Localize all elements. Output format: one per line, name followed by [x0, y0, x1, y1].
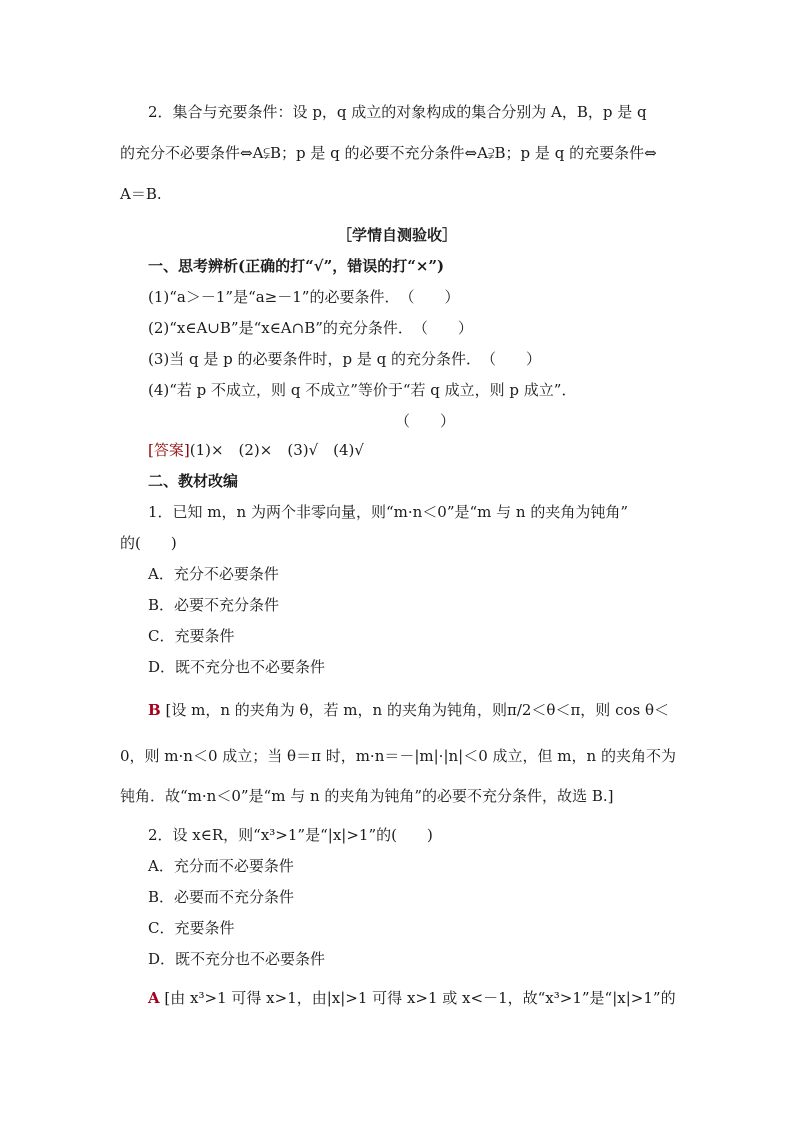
q2-explanation-text-1: [由 x³>1 可得 x>1，由|x|>1 可得 x>1 或 x<－1，故“x³>1”是“|x|>1”的 [164, 989, 676, 1007]
q1-explanation-line-3: 钝角．故“m·n＜0”是“m 与 n 的夹角为钝角”的必要不充分条件，故选 B.] [120, 787, 614, 805]
q1-option-b: B．必要不充分条件 [148, 596, 280, 614]
q1-option-c: C．充要条件 [148, 627, 235, 645]
part1-item-4-blank: （ ） [395, 412, 456, 430]
intro-line-2: 的充分不必要条件⇔A⫋B；p 是 q 的必要不充分条件⇔A⫌B；p 是 q 的充要条件⇔ [120, 144, 657, 162]
part1-item-2: (2)“x∈A∪B”是“x∈A∩B”的充分条件． （ ） [148, 319, 473, 337]
answer-text: (1)× (2)× (3)√ (4)√ [189, 441, 364, 459]
q2-stem: 2．设 x∈R，则“x³>1”是“|x|>1”的( ) [148, 826, 433, 844]
q2-explanation-line-1 [148, 988, 676, 1008]
q2-option-d: D．既不充分也不必要条件 [148, 950, 326, 968]
q2-answer-letter: A [148, 989, 160, 1007]
q1-option-a: A．充分不必要条件 [148, 565, 279, 583]
q1-answer-letter: B [148, 701, 161, 719]
part1-item-3: (3)当 q 是 p 的必要条件时，p 是 q 的充分条件． （ ） [148, 350, 542, 368]
q2-option-b: B．必要而不充分条件 [148, 888, 295, 906]
part1-item-1: (1)“a＞－1”是“a≥－1”的必要条件． （ ） [148, 288, 460, 306]
q2-option-c: C．充要条件 [148, 919, 235, 937]
intro-line-1: 2．集合与充要条件：设 p，q 成立的对象构成的集合分别为 A，B，p 是 q [148, 103, 647, 121]
q1-explanation-text-1: [设 m，n 的夹角为 θ，若 m，n 的夹角为钝角，则π/2＜θ＜π，则 cos θ＜ [165, 701, 670, 719]
part1-answer [148, 440, 364, 460]
part1-item-4: (4)“若 p 不成立，则 q 不成立”等价于“若 q 成立，则 p 成立”． [148, 381, 577, 399]
q1-explanation-line-1 [148, 700, 669, 720]
q1-stem-line-1: 1．已知 m，n 为两个非零向量，则“m·n＜0”是“m 与 n 的夹角为钝角” [148, 503, 629, 521]
answer-label: [答案] [148, 441, 190, 459]
part1-heading: 一、思考辨析(正确的打“√”，错误的打“×”) [148, 257, 445, 275]
q1-stem-line-2: 的( ) [120, 534, 177, 552]
q1-explanation-line-2: 0，则 m·n＜0 成立；当 θ＝π 时，m·n＝－|m|·|n|＜0 成立，但 m，n 的夹角不为 [120, 747, 676, 765]
part2-heading: 二、教材改编 [148, 472, 239, 490]
section-title: ［学情自测验收］ [336, 226, 457, 244]
q1-option-d: D．既不充分也不必要条件 [148, 658, 326, 676]
q2-option-a: A．充分而不必要条件 [148, 857, 294, 875]
intro-line-3: A＝B. [120, 185, 162, 203]
